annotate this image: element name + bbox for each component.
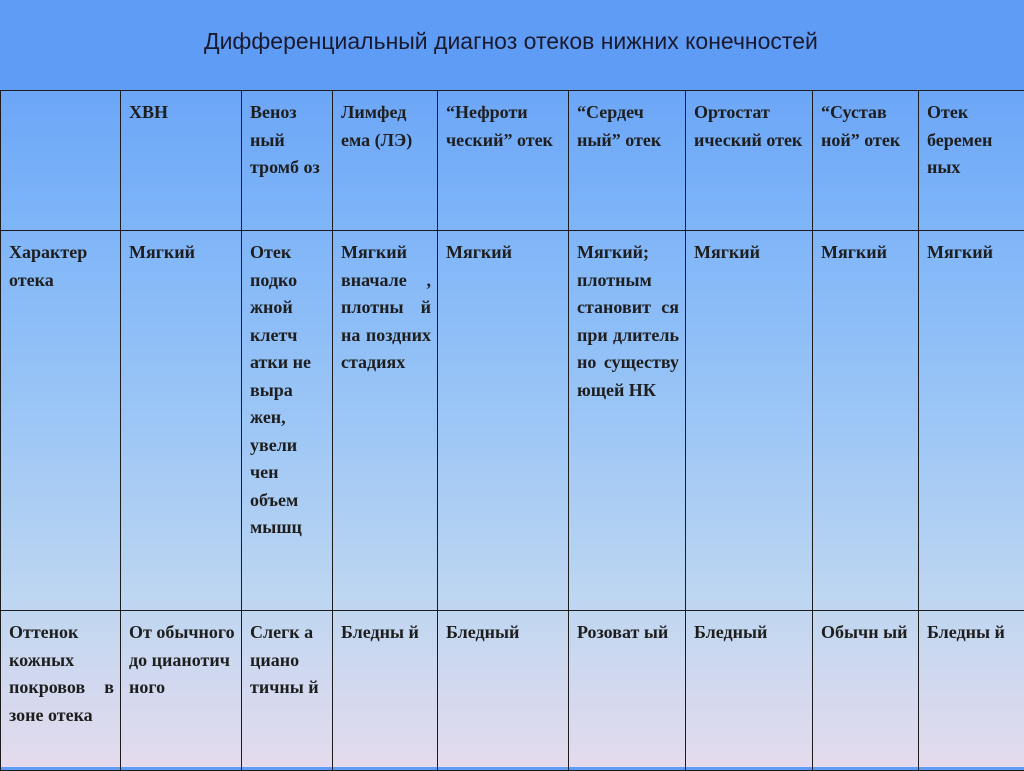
header-cell-lymphedema: Лимфед ема (ЛЭ) [333,91,438,231]
table-cell: Мягкий [813,231,919,611]
table-row [1,231,1024,611]
row-label: Характер отека [1,231,121,611]
table-cell: Отек подко жной клетч атки не выра жен, увели чен объем мышц [242,231,333,611]
row-label: Оттенок кожных покровов в зоне отека [1,611,121,771]
header-cell-hvn: ХВН [121,91,242,231]
table-cell: Мягкий [686,231,813,611]
table-cell: Мягкий [121,231,242,611]
table-row [1,611,1024,771]
table-cell: Бледны й [333,611,438,771]
table-cell: Бледны й [919,611,1024,771]
table-cell: Бледный [438,611,569,771]
header-row [1,91,1024,231]
page-title: Дифференциальный диагноз отеков нижних конечностей [204,28,818,55]
header-cell-orthostatic-edema: Ортостат ический отек [686,91,813,231]
table-cell: Мягкий; плотным становит ся при длитель но существу ющей НК [569,231,686,611]
table-cell: Мягкий вначале , плотны й на поздних стадиях [333,231,438,611]
table-cell: Слегк а циано тичны й [242,611,333,771]
table-cell: Бледный [686,611,813,771]
table-cell: Мягкий [919,231,1024,611]
table-cell: Обычн ый [813,611,919,771]
table-cell: Мягкий [438,231,569,611]
header-cell-cardiac-edema: “Сердеч ный” отек [569,91,686,231]
header-cell-empty [1,91,121,231]
table-cell: Розоват ый [569,611,686,771]
header-cell-nephrotic-edema: “Нефроти ческий” отек [438,91,569,231]
differential-diagnosis-table [0,90,1024,771]
title-bar [0,0,1024,90]
header-cell-venous-thrombosis: Веноз ный тромб оз [242,91,333,231]
header-cell-joint-edema: “Сустав ной” отек [813,91,919,231]
table-cell: От обычного до цианотич ного [121,611,242,771]
header-cell-pregnancy-edema: Отек беремен ных [919,91,1024,231]
